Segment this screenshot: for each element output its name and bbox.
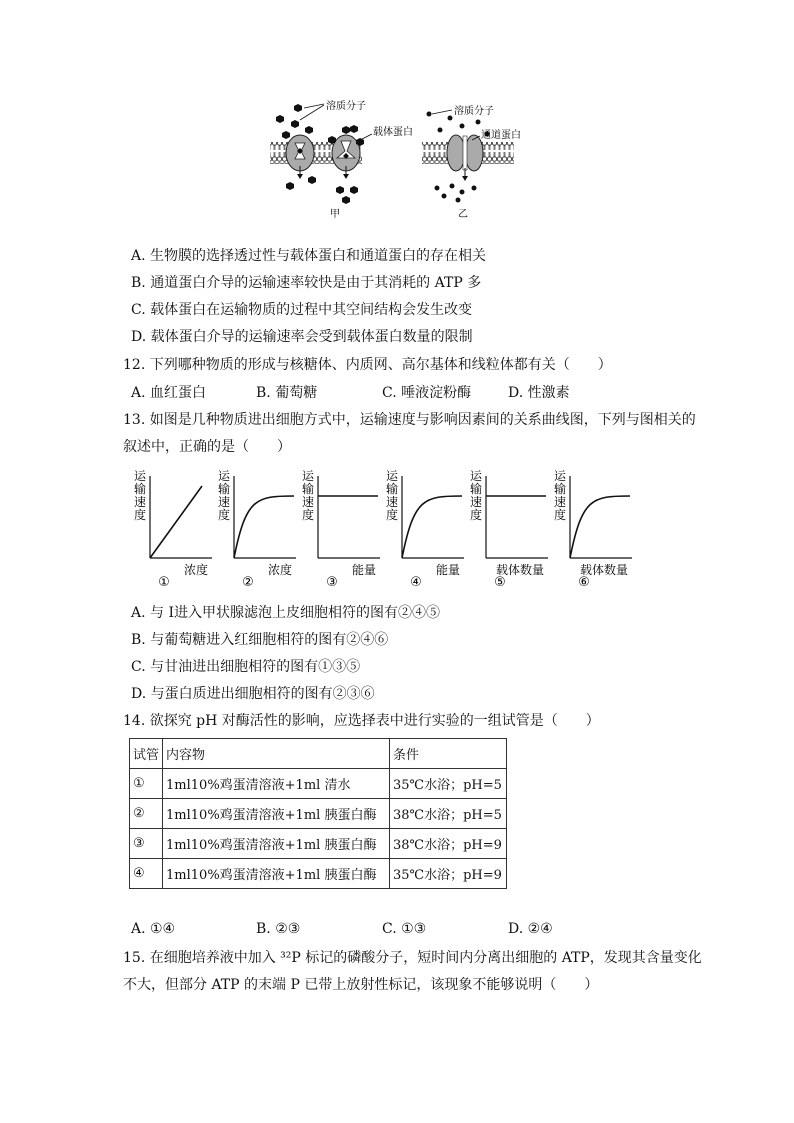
- graph-number: ③: [326, 575, 338, 590]
- table-header-row: [130, 739, 507, 769]
- label-channel-protein: 通道蛋白: [481, 130, 521, 141]
- cell-conditions: 35℃水浴；pH=5: [390, 769, 507, 799]
- q11-option-d: D. 载体蛋白介导的运输速率会受到载体蛋白数量的限制: [131, 329, 473, 345]
- rate-graph-1: [134, 469, 212, 590]
- channel-protein: [447, 135, 483, 171]
- graph-curve: [234, 496, 294, 558]
- q12-option-c: C. 唾液淀粉酶: [382, 385, 472, 401]
- cell-tube: ②: [130, 799, 163, 829]
- graph-ylabel: 运输速度: [301, 469, 315, 522]
- graph-ylabel: 运输速度: [469, 469, 483, 522]
- graph-ylabel: 运输速度: [553, 469, 567, 522]
- q11-option-c: C. 载体蛋白在运输物质的过程中其空间结构会发生改变: [131, 302, 473, 318]
- graph-xlabel: 载体数量: [579, 563, 628, 577]
- graph-curve: [570, 496, 630, 558]
- cell-contents: 1ml10%鸡蛋清溶液+1ml 胰蛋白酶: [163, 859, 390, 889]
- q15-stem-line2: 不大，但部分 ATP 的末端 P 已带上放射性标记，该现象不能够说明（ ）: [123, 977, 599, 993]
- graph-number: ⑥: [578, 575, 590, 590]
- label-solute-molecule: 溶质分子: [326, 101, 366, 112]
- transport-rate-graphs: [128, 468, 648, 596]
- graph-xlabel: 能量: [351, 563, 376, 577]
- q12-option-b: B. 葡萄糖: [256, 385, 318, 401]
- graph-number: ①: [158, 575, 170, 590]
- cell-conditions: 35℃水浴；pH=9: [390, 859, 507, 889]
- graph-number: ②: [242, 575, 254, 590]
- cell-contents: 1ml10%鸡蛋清溶液+1ml 清水: [163, 769, 390, 799]
- cell-tube: ①: [130, 769, 163, 799]
- graph-ylabel: 运输速度: [385, 469, 399, 522]
- graph-number: ⑤: [494, 575, 506, 590]
- graph-xlabel: 浓度: [183, 563, 208, 577]
- q13-option-a: A. 与 I进入甲状腺滤泡上皮细胞相符的图有②④⑤: [131, 605, 440, 621]
- cell-conditions: 38℃水浴；pH=5: [390, 799, 507, 829]
- q13-option-b: B. 与葡萄糖进入红细胞相符的图有②④⑥: [131, 632, 389, 648]
- graph-curve: [150, 486, 202, 558]
- table-row: [130, 859, 507, 889]
- cell-tube: ③: [130, 829, 163, 859]
- q13-stem-line2: 叙述中，正确的是（ ）: [123, 439, 291, 455]
- q12-option-a: A. 血红蛋白: [131, 385, 207, 401]
- cell-tube: ④: [130, 859, 163, 889]
- cell-contents: 1ml10%鸡蛋清溶液+1ml 胰蛋白酶: [163, 799, 390, 829]
- rate-graph-2: [218, 469, 296, 590]
- q14-option-b: B. ②③: [256, 921, 301, 937]
- header-conditions: 条件: [390, 739, 507, 769]
- rate-graph-5: [470, 469, 548, 590]
- q14-option-c: C. ①③: [382, 921, 427, 937]
- label-carrier-protein: 载体蛋白: [373, 127, 413, 138]
- q14-option-d: D. ②④: [508, 921, 553, 937]
- table-row: [130, 829, 507, 859]
- carrier-protein-2: [332, 135, 360, 171]
- caption-jia: 甲: [330, 209, 340, 220]
- graph-curve: [402, 496, 462, 558]
- q13-option-c: C. 与甘油进出细胞相符的图有①③⑤: [131, 659, 361, 675]
- q13-stem-line1: 13. 如图是几种物质进出细胞方式中，运输速度与影响因素间的关系曲线图，下列与图相关的: [123, 412, 696, 428]
- q12-option-d: D. 性激素: [508, 385, 570, 401]
- header-contents: 内容物: [163, 739, 390, 769]
- experiment-table: [129, 738, 507, 889]
- membrane-transport-figure: [262, 96, 542, 222]
- graph-ylabel: 运输速度: [217, 469, 231, 522]
- cell-contents: 1ml10%鸡蛋清溶液+1ml 胰蛋白酶: [163, 829, 390, 859]
- q12-stem: 12. 下列哪种物质的形成与核糖体、内质网、高尔基体和线粒体都有关（ ）: [123, 357, 612, 373]
- q13-option-d: D. 与蛋白质进出细胞相符的图有②③⑥: [131, 686, 375, 702]
- q11-option-b: B. 通道蛋白介导的运输速率较快是由于其消耗的 ATP 多: [131, 275, 482, 291]
- header-tube: 试管: [130, 739, 163, 769]
- rate-graph-3: [302, 469, 380, 590]
- q15-stem-line1: 15. 在细胞培养液中加入 ³²P 标记的磷酸分子，短时间内分离出细胞的 ATP，发现其含量变化: [123, 950, 702, 966]
- graph-xlabel: 载体数量: [495, 563, 544, 577]
- table-row: [130, 769, 507, 799]
- carrier-protein-1: [286, 135, 314, 171]
- cell-conditions: 38℃水浴；pH=9: [390, 829, 507, 859]
- graph-ylabel: 运输速度: [133, 469, 147, 522]
- graph-number: ④: [410, 575, 422, 590]
- q14-option-a: A. ①④: [131, 921, 176, 937]
- q14-stem: 14. 欲探究 pH 对酶活性的影响，应选择表中进行实验的一组试管是（ ）: [123, 713, 600, 729]
- rate-graph-6: [554, 469, 632, 590]
- rate-graph-4: [386, 469, 464, 590]
- graph-xlabel: 能量: [435, 563, 460, 577]
- q11-option-a: A. 生物膜的选择透过性与载体蛋白和通道蛋白的存在相关: [131, 248, 487, 264]
- label-solute-molecule-2: 溶质分子: [454, 106, 494, 117]
- caption-yi: 乙: [458, 209, 468, 220]
- table-row: [130, 799, 507, 829]
- graph-xlabel: 浓度: [267, 563, 292, 577]
